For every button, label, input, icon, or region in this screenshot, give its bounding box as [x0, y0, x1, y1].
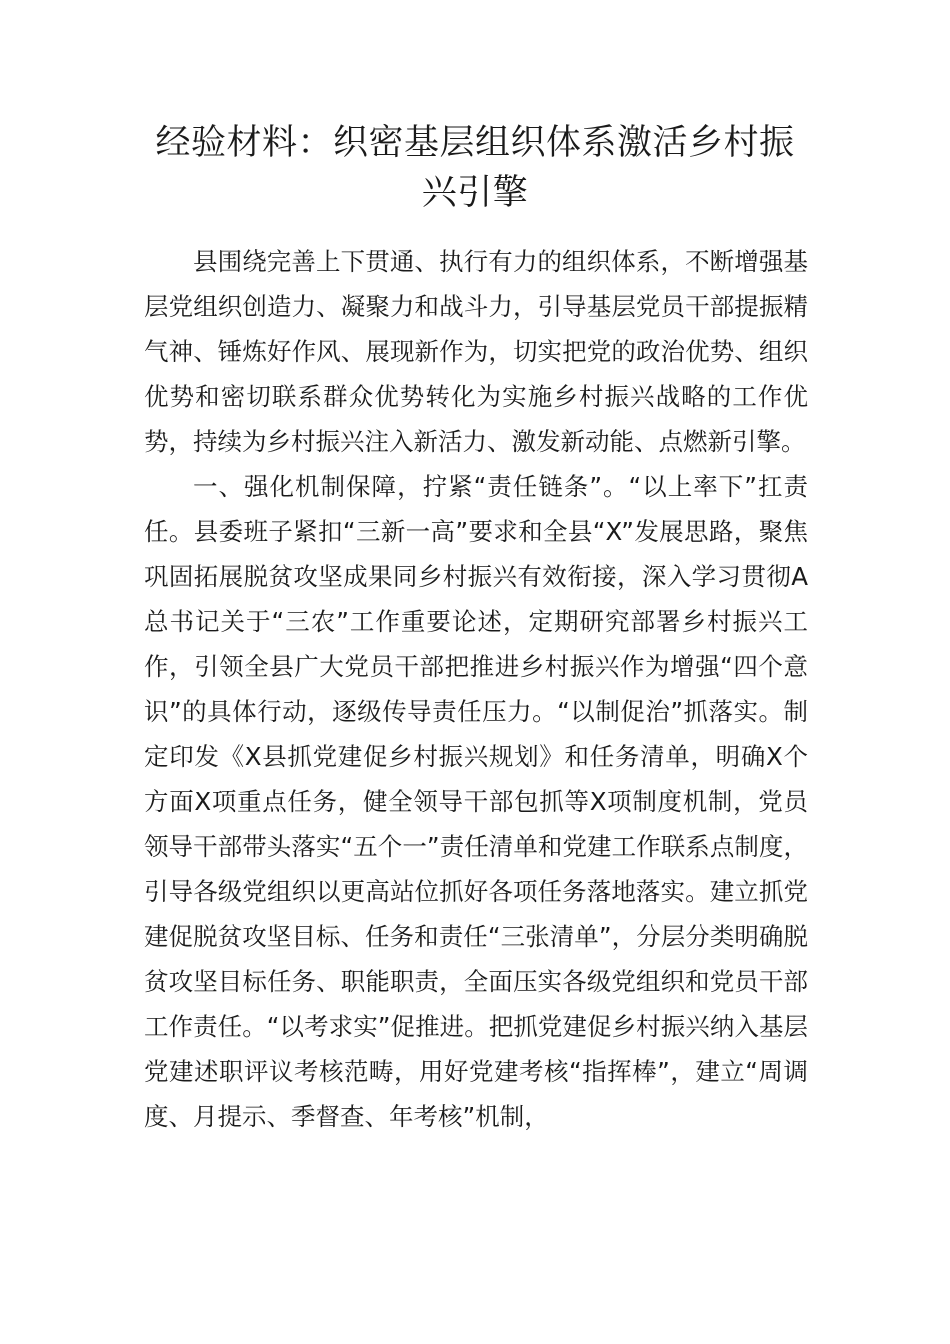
document-title: 经验材料：织密基层组织体系激活乡村振兴引擎: [155, 123, 795, 213]
paragraph-intro: 县围绕完善上下贯通、执行有力的组织体系，不断增强基层党组织创造力、凝聚力和战斗力，引导基层党员干部提振精气神、锤炼好作风、展现新作为，切实把党的政治优势、组织优势和密切联系群众优势转化为实施乡村振兴战略的工作优势，持续为乡村振兴注入新活力、激发新动能、点燃新引擎。: [144, 247, 808, 456]
document-body: [144, 239, 808, 1139]
paragraph-section-one: 一、强化机制保障，拧紧“责任链条”。“以上率下”扛责任。县委班子紧扣“三新一高”要求和全县“X”发展思路，聚焦巩固拓展脱贫攻坚成果同乡村振兴有效衔接，深入学习贯彻A总书记关于“三农”工作重要论述，定期研究部署乡村振兴工作，引领全县广大党员干部把推进乡村振兴作为增强“四个意识”的具体行动，逐级传导责任压力。“以制促治”抓落实。制定印发《X县抓党建促乡村振兴规划》和任务清单，明确X个方面X项重点任务，健全领导干部包抓等X项制度机制，党员领导干部带头落实“五个一”责任清单和党建工作联系点制度，引导各级党组织以更高站位抓好各项任务落地落实。建立抓党建促脱贫攻坚目标、任务和责任“三张清单”，分层分类明确脱贫攻坚目标任务、职能职责，全面压实各级党组织和党员干部工作责任。“以考求实”促推进。把抓党建促乡村振兴纳入基层党建述职评议考核范畴，用好党建考核“指挥棒”，建立“周调度、月提示、季督查、年考核”机制，: [144, 472, 808, 1131]
